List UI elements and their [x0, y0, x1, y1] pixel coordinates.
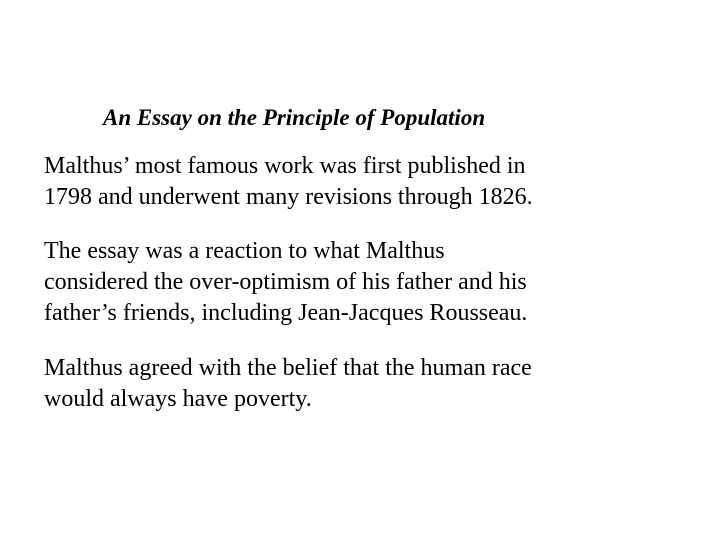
paragraph-line: would always have poverty. — [44, 386, 312, 412]
paragraph-line: 1798 and underwent many revisions through 1826. — [44, 184, 533, 210]
paragraph-publication — [44, 151, 664, 213]
paragraph-reaction — [44, 236, 664, 329]
paragraph-line: Malthus’ most famous work was first published in — [44, 153, 526, 179]
paragraph-poverty — [44, 353, 664, 415]
paragraph-line: father’s friends, including Jean-Jacques Rousseau. — [44, 300, 528, 326]
paragraph-line: The essay was a reaction to what Malthus — [44, 238, 445, 264]
paragraph-line: Malthus agreed with the belief that the human race — [44, 355, 532, 381]
paragraph-line: considered the over-optimism of his father and his — [44, 269, 527, 295]
slide-title: An Essay on the Principle of Population — [103, 105, 486, 130]
